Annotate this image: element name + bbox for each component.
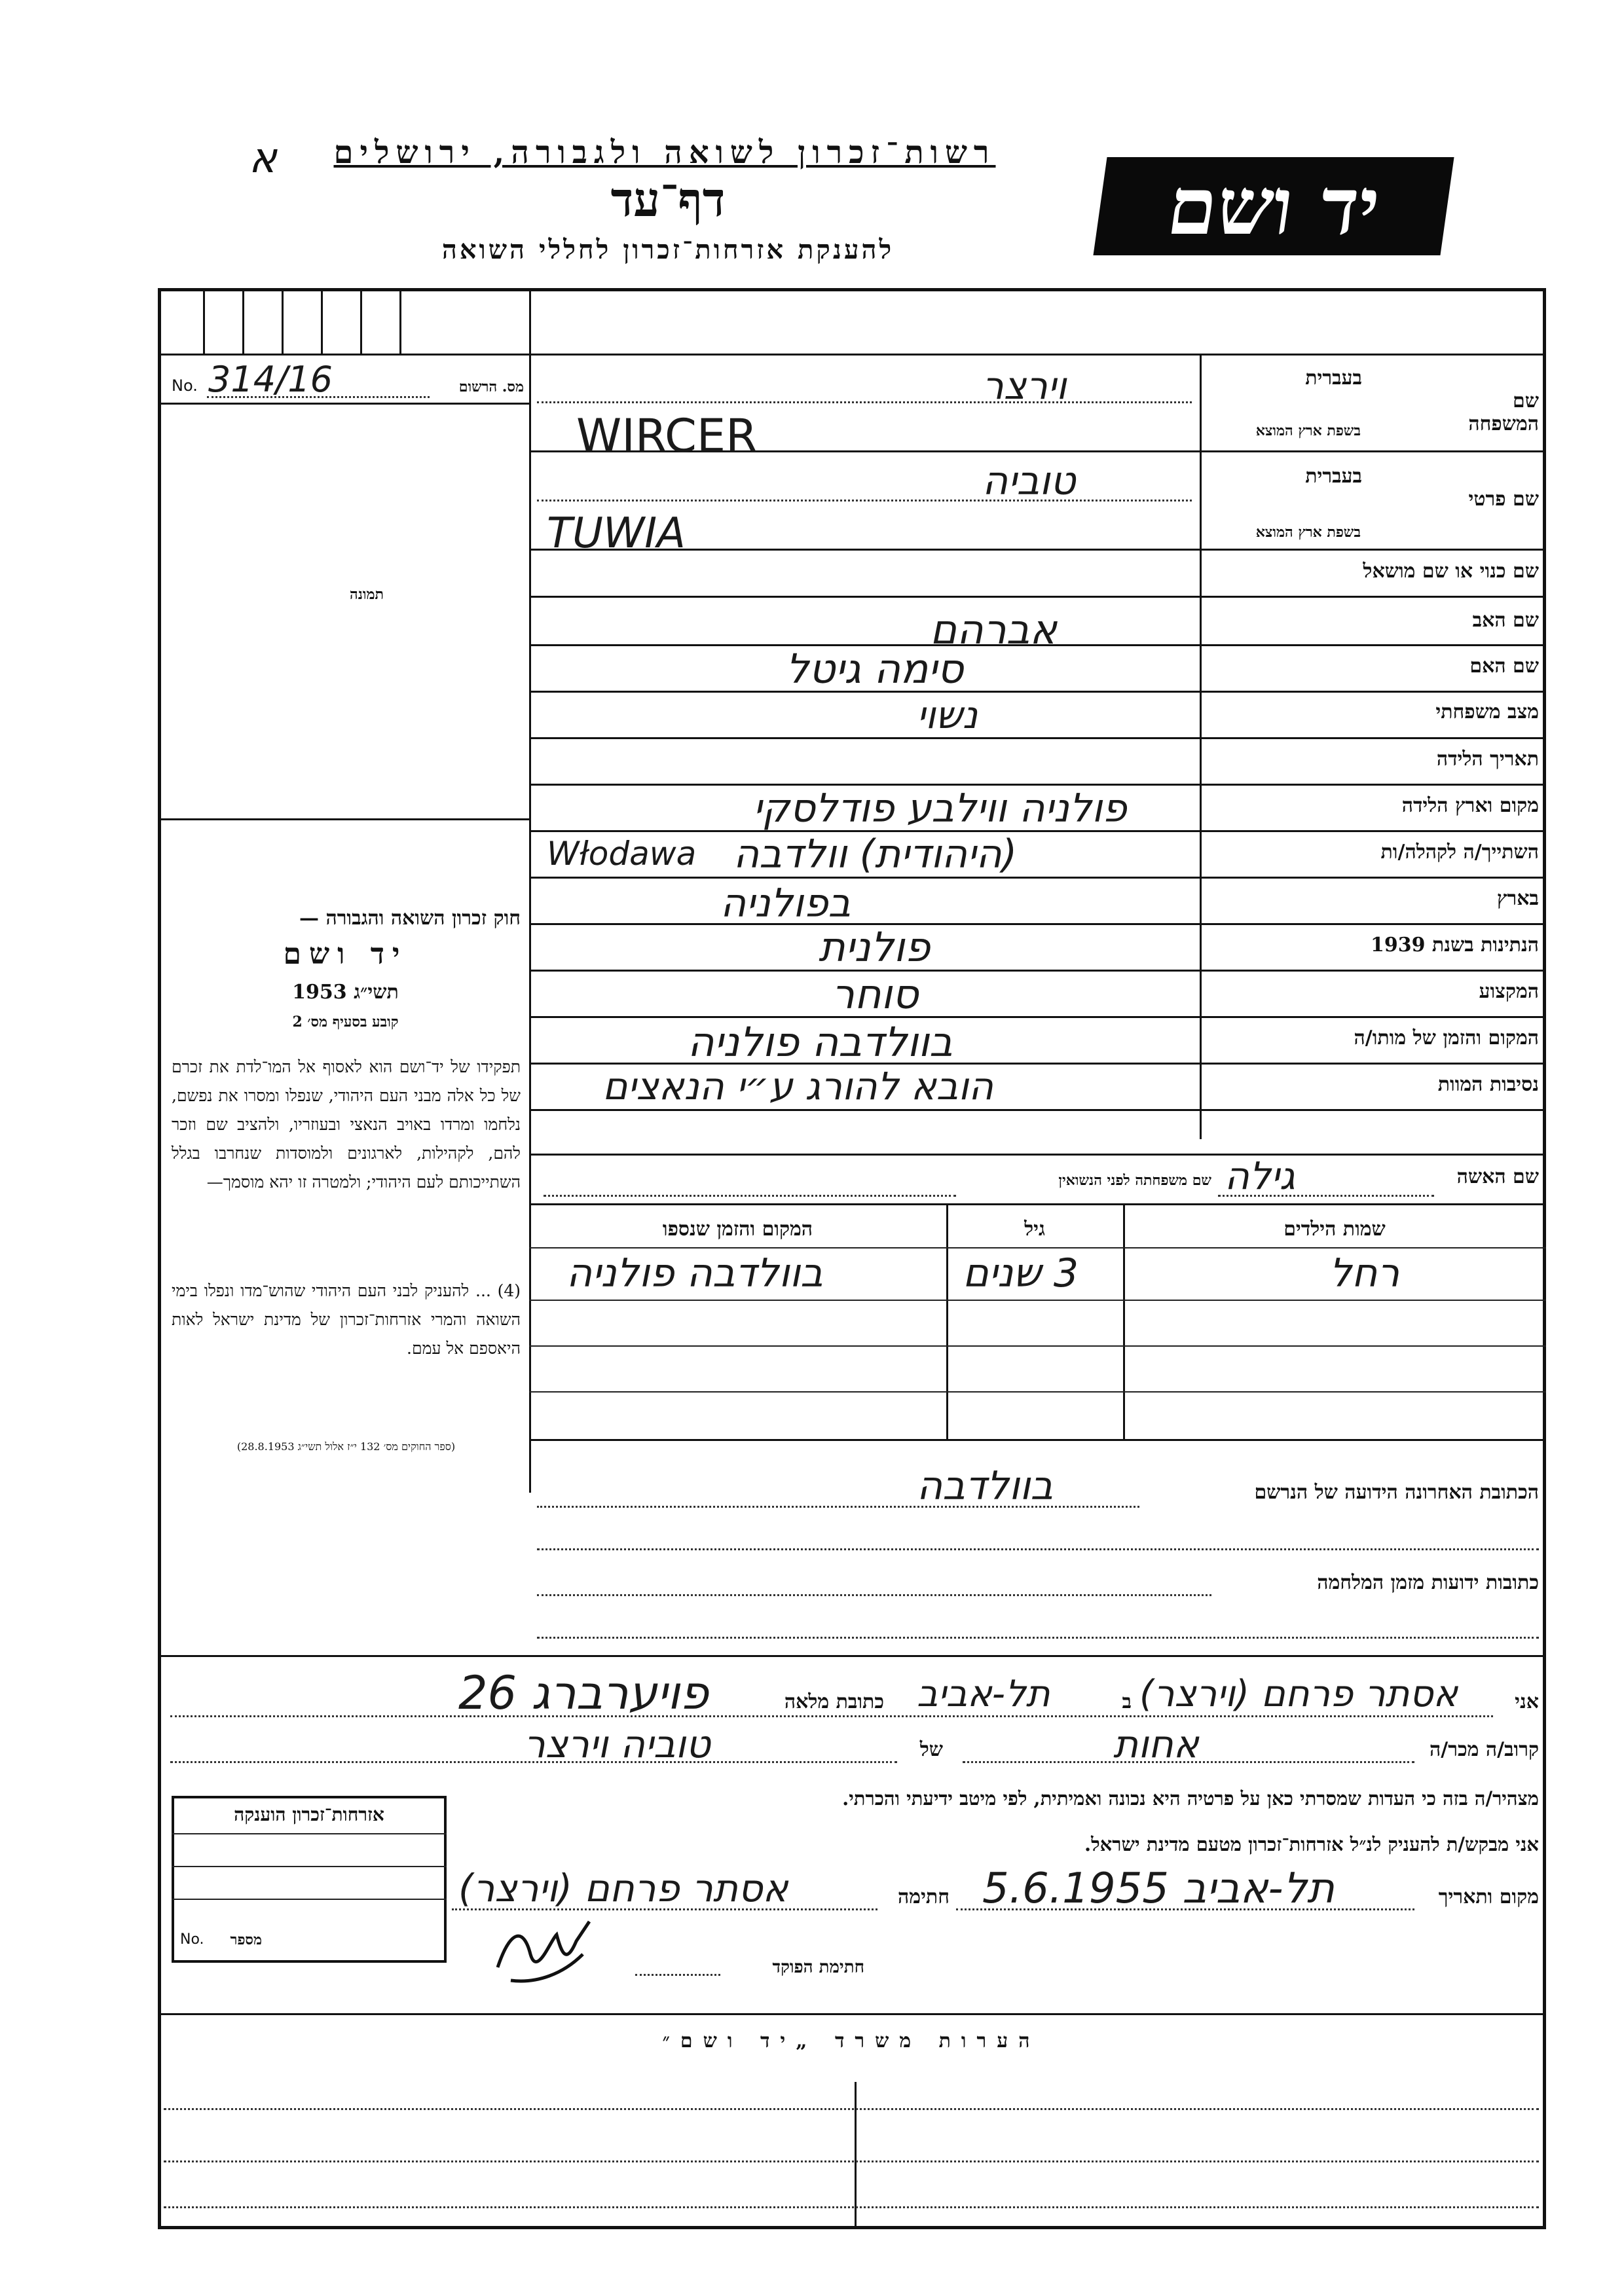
country-value: בפולניה [720,881,851,926]
officer-signature-label: חתימת הפוקד [772,1958,864,1977]
of-value: טוביה וירצר [524,1722,710,1766]
children-names-header: שמות הילדים [1283,1218,1386,1241]
in-label: ב [1122,1690,1132,1713]
death-place-label: המקום והזמן של מותו/ה [1354,1027,1539,1049]
firstname-native-label: בשפת ארץ המוצא [1255,524,1361,541]
wife-value: גילה [1225,1154,1295,1198]
wartime-address-label: כתובות ידועות מזמן המלחמה [1317,1571,1539,1594]
community-label: השתייך/ה לקהלה/ות [1380,841,1539,864]
full-address-label: כתובת מלאה [784,1690,884,1713]
child-name: רחל [1329,1250,1400,1296]
child-place: בוולדבה פולניה [566,1250,823,1296]
birthdate-label: תאריך הלידה [1436,748,1539,771]
officer-signature [485,1915,616,1987]
community-value: (היהודית) וולדבה [733,831,1018,877]
firstname-native-value: TUWIA [547,509,686,558]
birthplace-value: פולניה ווילבע פודלסקי [753,786,1127,831]
grant-box-title: אזרחות־זכרון הוענקה [234,1804,384,1825]
declarant-street: פויערברג 26 [458,1666,709,1720]
child-age: 3 שנים [963,1250,1079,1296]
profession-value: סוחר [832,970,919,1018]
law-name: יד ושם [283,938,408,971]
wife-label: שם האשה [1456,1165,1539,1188]
death-cause-value: הובא להורג ע״י הנאצים [602,1064,994,1108]
law-paragraph-1: תפקידו של יד־ושם הוא לאסוף אל המו־לדת את זכרם של כל אלה מבני העם היהודי, שנפלו ומסרו את נפשם, נלחמו ומרדו באויב הנאצי ובעוזריו, ולהציב שם וזכר להם, לקהילות, לארגונים ולמוסדות שנחרבו בגלל השתייכותם לעם היהודי; ולמטרה זו יהא מוסמך— [172,1057,521,1192]
surname-hebrew-value: וירצר [982,363,1067,408]
law-source: (ספר החוקים מס׳ 132 י״ז אלול תשי״ג 28.8.1953) [236,1440,456,1453]
margin-mark: א [249,134,277,183]
death-cause-label: נסיבות המוות [1437,1073,1539,1096]
law-paragraph-2: (4) ... להעניק לבני העם היהודי שהוש־מדו ונפלו בימי השואה והמרי אזרחות־זכרון של מדינת ישראל לאות היאספם אל עמם. [172,1281,521,1358]
declarant-city: תל-אביב [917,1673,1050,1715]
yad-vashem-logo [1093,157,1454,255]
logo-text: יד ושם [1162,160,1386,253]
form-title: דף־עד [610,172,726,227]
father-value: אברהם [930,606,1057,653]
nickname-label: שם כנוי או שם מושאל [1363,560,1539,583]
relation-value: אחות [1113,1722,1199,1766]
signature-label: חתימה [898,1886,950,1908]
grant-number-label: מספר [230,1931,262,1948]
firstname-label: שם פרטי [1468,488,1539,511]
last-address-value: בוולדבה [917,1463,1054,1509]
reg-no-value: 314/16 [208,359,333,400]
reg-no-prefix: No. [172,376,198,395]
surname-native-value: WIRCER [576,409,758,463]
community-latin: Włodawa [547,835,697,873]
profession-label: המקצוע [1479,980,1539,1003]
i-label: אני [1515,1690,1539,1713]
relation-label: קרוב/ה מכר/ה [1430,1738,1539,1761]
children-age-header: גיל [1024,1218,1045,1241]
death-place-value: בוולדבה פולניה [688,1018,953,1066]
citizenship-label: הנתינות בשנת 1939 [1370,934,1539,957]
citizenship-value: פולנית [819,923,931,971]
place-date-value: תל-אביב 5.6.1955 [982,1865,1335,1913]
declarant-name: אסתר פרחם (וירצר) [1139,1673,1458,1715]
form-subtitle: להענקת אזרחות־זכרון לחללי השואה [441,234,895,265]
surname-native-label: בשפת ארץ המוצא [1255,422,1361,439]
children-place-header: המקום והזמן שנספו [662,1218,813,1241]
photo-label: תמונה [350,586,384,603]
mother-label: שם האם [1469,655,1539,678]
law-year: תשי״ג 1953 [292,981,399,1004]
last-address-label: הכתובת האחרונה הידועה של הנרשם [1254,1481,1539,1504]
father-label: שם האב [1472,609,1539,632]
birthplace-label: מקום וארץ הלידה [1401,794,1539,817]
signature-value: אסתר פרחם (וירצר) [458,1866,788,1910]
law-clause: קובע בסעיף מס׳ 2 [292,1013,399,1030]
request-text: אני מבקש/ת להעניק לנ״ל אזרחות־זכרון מטעם מדינת ישראל. [1084,1833,1539,1855]
mother-value: סימה גיטל [786,645,964,693]
maiden-label: שם משפחתה לפני הנשואין [1058,1172,1211,1189]
authority-title: רשות־זכרון לשואה ולגבורה, ירושלים [333,134,996,171]
office-notes-title: הערות משרד „יד ושם״ [662,2030,1041,2052]
grant-number-prefix: No. [180,1931,204,1948]
firstname-hebrew-label: בעברית [1305,465,1362,488]
reg-no-label: מס. הרשום [458,378,524,395]
law-heading: חוק זכרון השואה והגבורה — [299,907,521,930]
place-date-label: מקום ותאריך [1438,1886,1539,1908]
surname-label: שם המשפחה [1468,390,1539,435]
marital-label: מצב משפחתי [1435,701,1539,723]
firstname-hebrew-value: טוביה [982,458,1076,504]
marital-value: נשוי [917,693,978,737]
of-label: של [919,1738,943,1761]
surname-hebrew-label: בעברית [1305,367,1362,390]
country-label: בארץ [1496,887,1539,910]
declaration-text: מצהיר/ה בזה כי העדות שמסרתי כאן על פרטיה היא נכונה ואמיתית, לפי מיטב ידיעתי והכרתי. [842,1787,1539,1810]
